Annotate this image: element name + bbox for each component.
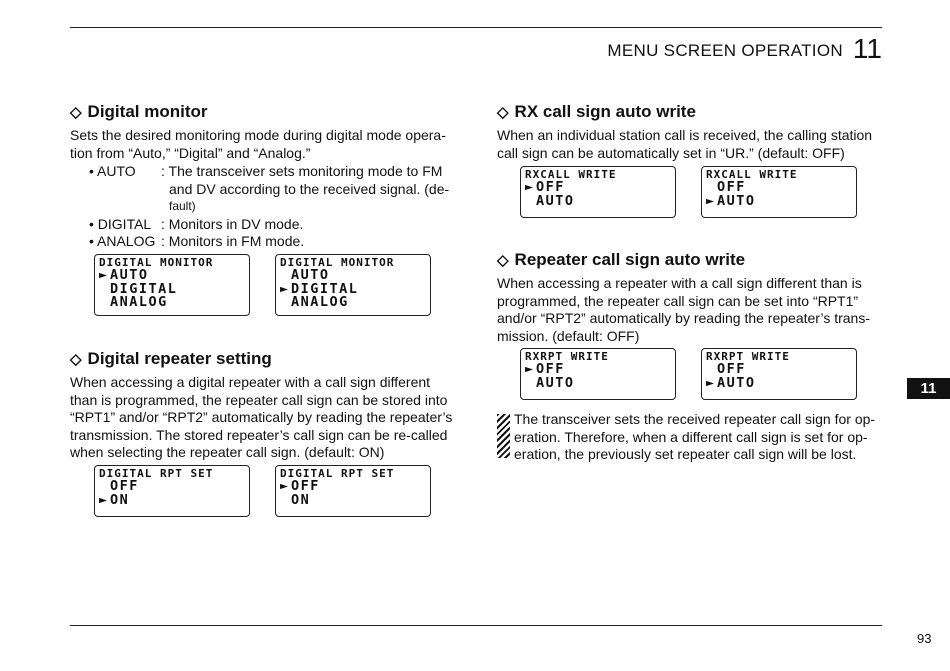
note-hatch-icon xyxy=(497,414,510,458)
paragraph-line: eration. Therefore, when a different call sign is set for op- xyxy=(514,428,868,445)
lcd-option: AUTO xyxy=(110,267,149,283)
lcd-title: RXCALL WRITE xyxy=(706,168,798,181)
paragraph-line xyxy=(497,328,882,346)
lcd-option: AUTO xyxy=(536,374,575,391)
chapter-number: 11 xyxy=(852,33,882,64)
paragraph-line: programmed, the repeater call sign can be set into “RPT1” xyxy=(497,292,859,309)
cursor-arrow-icon: ► xyxy=(525,179,535,195)
digital-monitor-heading xyxy=(70,102,208,122)
rx-call-heading xyxy=(497,102,696,122)
lcd-option: OFF xyxy=(110,478,139,494)
diamond-icon: ◇ xyxy=(497,104,509,121)
lcd-option: ON xyxy=(110,491,130,508)
lcd-title: RXRPT WRITE xyxy=(525,350,609,363)
digital-monitor-title: Digital monitor xyxy=(87,102,208,121)
option-auto-continued xyxy=(169,198,196,216)
lcd-line xyxy=(99,491,249,508)
repeater-call-title: Repeater call sign auto write xyxy=(514,250,746,269)
option-key: • AUTO xyxy=(89,163,136,179)
digital-repeater-title: Digital repeater setting xyxy=(87,349,272,368)
lcd-screen-digital-rpt-off xyxy=(275,465,431,517)
lcd-line xyxy=(706,374,856,391)
lcd-line xyxy=(525,192,675,209)
lcd-line xyxy=(525,374,675,391)
lcd-title: DIGITAL MONITOR xyxy=(280,256,395,269)
cursor-arrow-icon: ► xyxy=(525,361,535,377)
lcd-line xyxy=(280,296,430,310)
option-value: : Monitors in DV mode. xyxy=(161,215,304,232)
page-header xyxy=(607,35,882,63)
paragraph-line: eration, the previously set repeater call sign will be lost. xyxy=(514,446,857,463)
lcd-title: RXRPT WRITE xyxy=(706,350,790,363)
lcd-option: ANALOG xyxy=(110,294,168,310)
paragraph-line: When accessing a repeater with a call sign different than is xyxy=(497,275,862,291)
lcd-option: ANALOG xyxy=(291,294,349,310)
lcd-option: OFF xyxy=(291,478,320,494)
option-value: and DV according to the received signal. (de- xyxy=(169,180,450,197)
paragraph-text: when selecting the repeater call sign. xyxy=(70,444,301,461)
paragraph-line: and/or “RPT2” automatically by reading the repeater’s trans- xyxy=(497,310,870,327)
cursor-arrow-icon: ► xyxy=(99,267,109,283)
bottom-rule xyxy=(70,625,882,626)
paragraph-line: “RPT1” and/or “RPT2” automatically by reading the repeater’s xyxy=(70,409,453,426)
lcd-option: AUTO xyxy=(717,192,756,209)
cursor-arrow-icon: ► xyxy=(280,280,290,297)
lcd-option: OFF xyxy=(717,179,746,195)
digital-monitor-description xyxy=(70,127,456,162)
cursor-arrow-icon: ► xyxy=(706,192,716,209)
digital-repeater-description xyxy=(70,374,456,462)
lcd-option: OFF xyxy=(536,179,565,195)
repeater-call-heading xyxy=(497,250,745,270)
lcd-screen-digital-rpt-on xyxy=(94,465,250,517)
option-value: fault) xyxy=(169,199,196,213)
option-key: • ANALOG xyxy=(89,233,156,249)
lcd-line xyxy=(706,192,856,209)
lcd-option: OFF xyxy=(717,361,746,377)
rx-call-title: RX call sign auto write xyxy=(514,102,696,121)
cursor-arrow-icon: ► xyxy=(706,374,716,391)
paragraph-line: Sets the desired monitoring mode during digital mode opera- xyxy=(70,127,446,143)
header-title: MENU SCREEN OPERATION xyxy=(607,41,843,60)
lcd-screen-rxcall-off xyxy=(520,166,676,218)
lcd-option: AUTO xyxy=(717,374,756,391)
paragraph-text: mission. xyxy=(497,327,549,344)
default-value: (default: OFF) xyxy=(757,144,845,161)
cursor-arrow-icon: ► xyxy=(280,478,290,494)
digital-repeater-heading xyxy=(70,349,272,369)
top-rule xyxy=(70,27,882,28)
lcd-screen-rxrpt-off xyxy=(520,348,676,400)
paragraph-line xyxy=(70,444,456,462)
option-auto-continued xyxy=(169,181,449,199)
cursor-arrow-icon: ► xyxy=(99,491,109,508)
paragraph-line: than is programmed, the repeater call sign can be stored into xyxy=(70,391,448,408)
lcd-option: OFF xyxy=(536,361,565,377)
diamond-icon: ◇ xyxy=(70,351,82,368)
lcd-title: DIGITAL RPT SET xyxy=(99,467,214,480)
lcd-option: DIGITAL xyxy=(291,280,359,297)
lcd-option: AUTO xyxy=(291,267,330,283)
page-number: 93 xyxy=(917,631,932,646)
lcd-screen-digital-monitor-auto xyxy=(94,254,250,316)
paragraph-line xyxy=(497,145,882,163)
lcd-line xyxy=(280,491,430,508)
lcd-screen-rxrpt-auto xyxy=(701,348,857,400)
paragraph-line: When an individual station call is received, the calling station xyxy=(497,127,873,143)
lcd-title: DIGITAL MONITOR xyxy=(99,256,214,269)
default-value: (default: ON) xyxy=(304,444,385,461)
lcd-line xyxy=(99,296,249,310)
paragraph-line: When accessing a digital repeater with a call sign different xyxy=(70,374,431,390)
note-text xyxy=(514,411,882,464)
lcd-screen-rxcall-auto xyxy=(701,166,857,218)
lcd-option: DIGITAL xyxy=(110,280,178,297)
rx-call-description xyxy=(497,127,882,162)
lcd-title: RXCALL WRITE xyxy=(525,168,617,181)
lcd-title: DIGITAL RPT SET xyxy=(280,467,395,480)
lcd-screen-digital-monitor-digital xyxy=(275,254,431,316)
paragraph-line: transmission. The stored repeater’s call sign can be re-called xyxy=(70,426,448,443)
option-value: : Monitors in FM mode. xyxy=(161,233,305,249)
chapter-tab: 11 xyxy=(907,378,950,399)
paragraph-line: tion from “Auto,” “Digital” and “Analog.” xyxy=(70,144,311,161)
lcd-option: ON xyxy=(291,491,311,508)
paragraph-line: The transceiver sets the received repeater call sign for op- xyxy=(514,411,876,427)
default-value: (default: OFF) xyxy=(552,327,640,344)
option-value: : The transceiver sets monitoring mode to FM xyxy=(161,163,443,179)
diamond-icon: ◇ xyxy=(497,252,509,269)
paragraph-text: call sign can be automatically set in “UR.” xyxy=(497,144,754,161)
diamond-icon: ◇ xyxy=(70,104,82,121)
repeater-call-description xyxy=(497,275,882,345)
lcd-option: AUTO xyxy=(536,192,575,209)
option-key: • DIGITAL xyxy=(89,215,152,232)
